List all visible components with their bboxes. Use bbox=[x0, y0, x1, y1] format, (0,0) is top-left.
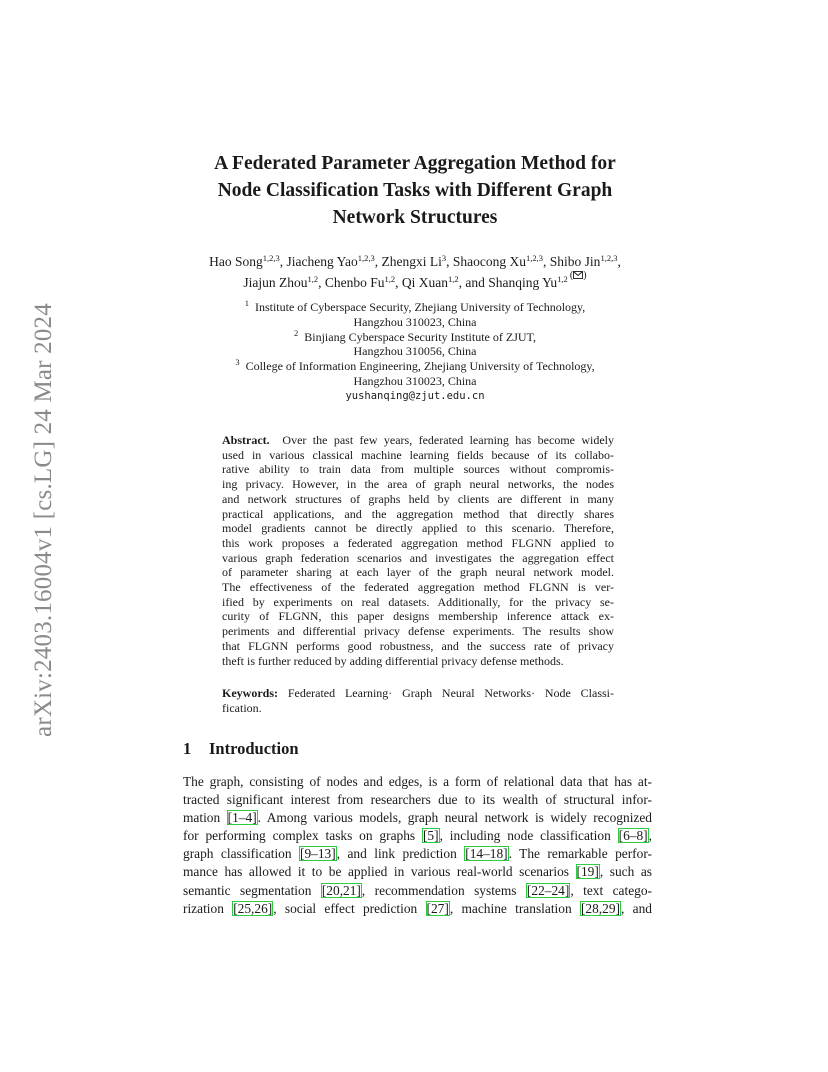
citation-link[interactable]: [28,29] bbox=[580, 900, 621, 916]
abstract-line: theft is further reduced by adding differential privacy defense methods. bbox=[222, 653, 564, 668]
abstract-line: ing privacy. However, in the area of graph neural networks, the nodes bbox=[222, 477, 614, 492]
affiliation-line: Hangzhou 310056, China bbox=[353, 344, 477, 359]
abstract-line: curity of FLGNN, this paper designs membership inference attack ex- bbox=[222, 609, 614, 624]
author-list bbox=[130, 253, 700, 292]
abstract bbox=[222, 433, 614, 668]
abstract-line: ified by experiments on real datasets. Additionally, for the privacy se- bbox=[222, 594, 614, 609]
citation-link[interactable]: [1–4] bbox=[227, 810, 257, 826]
affiliations bbox=[170, 300, 660, 404]
keywords-label: Keywords: bbox=[222, 686, 278, 700]
author-name: Jiajun Zhou bbox=[243, 275, 308, 290]
body-line: rization [25,26], social effect prediction [27], machine translation [28,29], and bbox=[183, 900, 652, 916]
affiliation-line: $^3$ College of Information Engineering, Zhejiang University of Technology, bbox=[235, 357, 595, 374]
abstract-line: this work proposes a federated aggregation method FLGNN applied to bbox=[222, 535, 614, 550]
citation-link[interactable]: [25,26] bbox=[233, 900, 273, 916]
author-affil: 1,2,3 bbox=[600, 253, 618, 263]
author-affil: 1,2 bbox=[307, 274, 319, 284]
author-name: Zhengxi Li bbox=[381, 254, 442, 269]
author-name: Shaocong Xu bbox=[452, 254, 527, 269]
section-heading bbox=[183, 739, 299, 759]
citation-link[interactable]: [14–18] bbox=[465, 846, 508, 862]
arxiv-id-text: arXiv:2403.16004v1 [cs.LG] 24 Mar 2024 bbox=[30, 303, 57, 737]
abstract-line: of parameter sharing at each layer of the graph neural network model. bbox=[222, 565, 614, 580]
keywords-line: Keywords: Federated Learning· Graph Neural Networks· Node Classi- bbox=[222, 686, 615, 700]
abstract-line: Abstract. Over the past few years, federated learning has become widely bbox=[222, 433, 615, 447]
abstract-line: various graph federation scenarios and investigates the aggregation effect bbox=[222, 550, 614, 565]
abstract-line: periments and differential privacy defense experiments. The results show bbox=[222, 624, 614, 639]
body-line: semantic segmentation [20,21], recommendation systems [22–24], text catego- bbox=[183, 882, 652, 898]
title-line: Network Structures bbox=[332, 207, 498, 228]
citation-link[interactable]: [19] bbox=[576, 864, 599, 880]
affiliation-mark: 2 bbox=[294, 327, 299, 338]
keywords-line: fication. bbox=[222, 700, 262, 715]
intro-paragraph bbox=[183, 773, 652, 918]
title-line: Node Classification Tasks with Different Graph bbox=[217, 180, 613, 201]
section-title: Introduction bbox=[209, 739, 299, 758]
body-line: The graph, consisting of nodes and edges, is a form of relational data that has at- bbox=[183, 774, 652, 789]
abstract-line: The effectiveness of the federated aggregation method FLGNN is ver- bbox=[222, 580, 614, 595]
author-name: Shibo Jin bbox=[549, 254, 601, 269]
author-affil: 1,2,3 bbox=[357, 253, 375, 263]
author-affil: 1,2 bbox=[384, 274, 396, 284]
affiliation-line: $^2$ Binjiang Cyberspace Security Institute of ZJUT, bbox=[294, 327, 536, 344]
abstract-line: used in various classical machine learning fields because of its collabo- bbox=[222, 447, 614, 462]
affiliation-line: $^1$ Institute of Cyberspace Security, Zhejiang University of Technology, bbox=[244, 298, 586, 314]
citation-link[interactable]: [22–24] bbox=[526, 882, 570, 898]
abstract-line: rative ability to train data from multiple sources without compromis- bbox=[222, 462, 614, 477]
author-affil: 1,2 bbox=[448, 274, 459, 284]
author-name: Hao Song bbox=[209, 254, 263, 269]
author-name: Shanqing Yu bbox=[488, 275, 558, 290]
author-affil: 1,2 ( ) bbox=[557, 270, 587, 284]
email[interactable]: yushanqing@zjut.edu.cn bbox=[345, 389, 485, 402]
envelope-icon[interactable]: ( ) bbox=[569, 270, 587, 281]
body-line: mation [1–4]. Among various models, graph neural network is widely recognized bbox=[183, 810, 652, 826]
abstract-line: that FLGNN performs good robustness, and the success rate of privacy bbox=[222, 638, 614, 653]
author-affil: 1,2,3 bbox=[526, 253, 544, 263]
abstract-line: practical applications, and the aggregation method that directly shares bbox=[222, 506, 614, 521]
affiliation-mark: 3 bbox=[235, 357, 240, 368]
author-affil: 1,2,3 bbox=[262, 253, 280, 263]
abstract-line: model gradients cannot be directly applied to this scenario. Therefore, bbox=[222, 521, 614, 536]
citation-link[interactable]: [20,21] bbox=[321, 882, 361, 898]
body-line: for performing complex tasks on graphs [5], including node classification [6–8], bbox=[183, 828, 652, 844]
citation-link[interactable]: [6–8] bbox=[618, 828, 648, 844]
abstract-line: and network structures of graphs held by clients are different in many bbox=[222, 491, 614, 506]
body-line: tracted significant interest from researchers due to its wealth of structural infor- bbox=[183, 792, 652, 808]
affiliation-line: Hangzhou 310023, China bbox=[353, 373, 477, 388]
keywords bbox=[222, 686, 614, 715]
abstract-label: Abstract. bbox=[222, 433, 270, 447]
affiliation-line: Hangzhou 310023, China bbox=[353, 314, 477, 329]
body-line: mance has allowed it to be applied in various real-world scenarios [19], such as bbox=[183, 864, 652, 880]
author-name: Chenbo Fu bbox=[324, 275, 385, 290]
section-number: 1 bbox=[183, 739, 192, 758]
affiliation-mark: 1 bbox=[244, 298, 249, 308]
citation-link[interactable]: [9–13] bbox=[300, 846, 336, 862]
author-name: Jiacheng Yao bbox=[286, 254, 358, 269]
citation-link[interactable]: [5] bbox=[422, 828, 439, 844]
author-line: Jiajun Zhou$^{1,2}$, Chenbo Fu$^{1,2}$, Qi Xuan$^{1,2}$, and Shanqing $Yu^{1,2 ( )}$ bbox=[243, 270, 587, 290]
author-name: Qi Xuan bbox=[401, 275, 449, 290]
citation-link[interactable]: [27] bbox=[426, 900, 449, 916]
author-line: Hao Song$^{1,2,3}$, Jiacheng Yao$^{1,2,3}$, Zhengxi Li$^3$, Shaocong Xu$^{1,2,3}$, Shibo Jin$^{1,2,3}$, bbox=[209, 253, 621, 269]
author-affil: 3 bbox=[441, 253, 447, 263]
body-line: graph classification [9–13], and link prediction [14–18]. The remarkable perfor- bbox=[183, 846, 652, 862]
title-line: A Federated Parameter Aggregation Method for bbox=[214, 153, 616, 174]
paper-title bbox=[150, 150, 680, 231]
